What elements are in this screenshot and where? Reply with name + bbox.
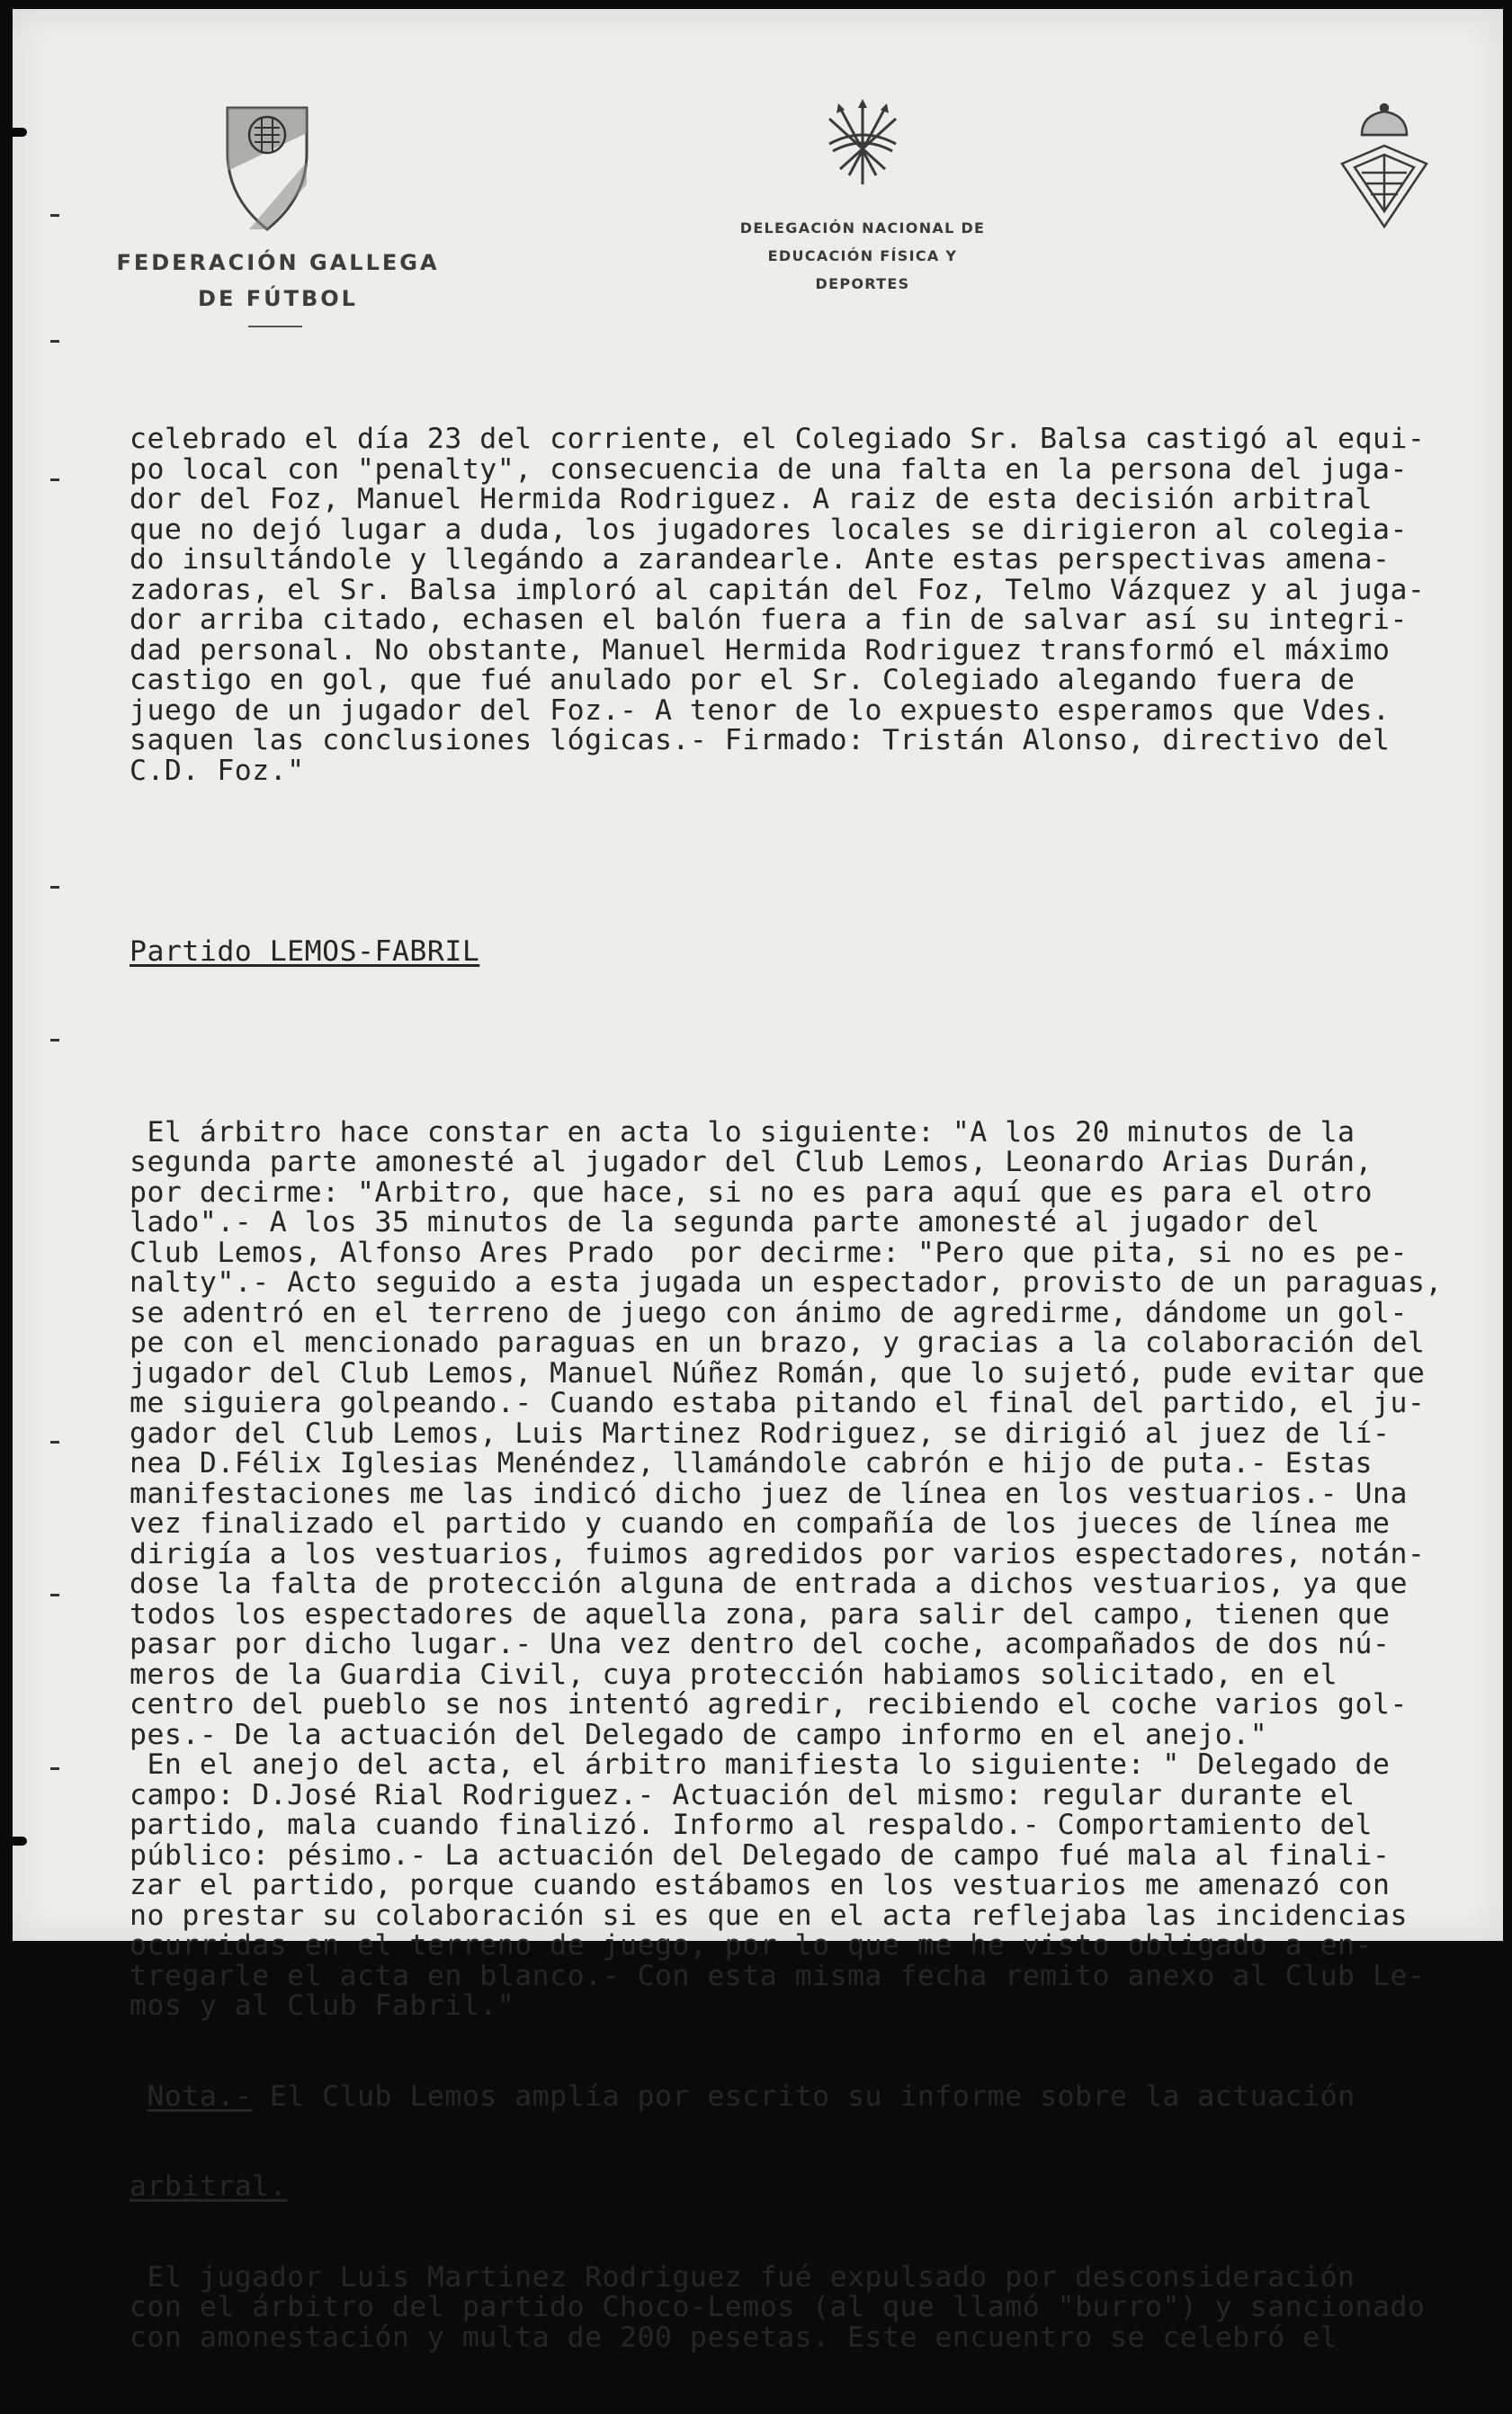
yoke-arrows-icon bbox=[822, 99, 903, 189]
nota-line-2 bbox=[130, 2172, 1506, 2203]
text-line: Club Lemos, Alfonso Ares Prado por decirme: "Pero que pita, si no es pe- bbox=[130, 1236, 1408, 1269]
text-line: vez finalizado el partido y cuando en compañía de los jueces de línea me bbox=[130, 1507, 1391, 1540]
section-heading-text: Partido LEMOS-FABRIL bbox=[130, 934, 480, 968]
text-line: campo: D.José Rial Rodriguez.- Actuación del mismo: regular durante el bbox=[130, 1778, 1355, 1811]
text-line: ocurridas en el terreno de juego, por lo que me he visto obligado a en- bbox=[130, 1929, 1373, 1962]
punch-hole bbox=[7, 1837, 27, 1846]
federation-shield-icon bbox=[222, 99, 312, 234]
margin-mark bbox=[50, 1594, 59, 1596]
text-line: mos y al Club Fabril." bbox=[130, 1989, 515, 2022]
text-line: zadoras, el Sr. Balsa imploró al capitán del Foz, Telmo Vázquez y al juga- bbox=[130, 573, 1426, 606]
text-line: todos los espectadores de aquella zona, para salir del campo, tienen que bbox=[130, 1597, 1391, 1631]
delegation-name-line2: EDUCACIÓN FÍSICA Y DEPORTES bbox=[767, 247, 958, 292]
text-line: no prestar su colaboración si es que en el acta reflejaba las incidencias bbox=[130, 1899, 1408, 1932]
text-line: segunda parte amonesté al jugador del Club Lemos, Leonardo Arias Durán, bbox=[130, 1146, 1373, 1178]
paragraph-foz-report bbox=[130, 425, 1506, 786]
typewritten-body bbox=[130, 364, 1506, 2413]
paragraph-expulsion bbox=[130, 2260, 1506, 2354]
nota-text-2: arbitral. bbox=[130, 2170, 288, 2203]
nota-line bbox=[130, 2079, 1506, 2113]
text-line: lado".- A los 35 minutos de la segunda parte amonesté al jugador del bbox=[130, 1206, 1320, 1238]
text-line: se adentró en el terreno de juego con ánimo de agredirme, dándome un gol- bbox=[130, 1296, 1408, 1329]
text-line: dor del Foz, Manuel Hermida Rodriguez. A raiz de esta decisión arbitral bbox=[130, 483, 1373, 515]
text-line: do insultándole y llegándo a zarandearle. Ante estas perspectivas amena- bbox=[130, 543, 1391, 576]
text-line: El jugador Luis Martinez Rodriguez fué expulsado por desconsideración bbox=[130, 2260, 1355, 2293]
margin-mark bbox=[50, 886, 59, 889]
text-line: con el árbitro del partido Choco-Lemos (al que llamó "burro") y sancionado bbox=[130, 2291, 1426, 2323]
paragraph-lemos-fabril-report bbox=[130, 1115, 1506, 2022]
delegation-name bbox=[723, 214, 1002, 298]
text-line: castigo en gol, que fué anulado por el Sr. Colegiado alegando fuera de bbox=[130, 664, 1355, 696]
text-line: pe con el mencionado paraguas en un brazo, y gracias a la colaboración del bbox=[130, 1327, 1426, 1359]
text-line: zar el partido, porque cuando estábamos en los vestuarios me amenazó con bbox=[130, 1869, 1391, 1901]
margin-mark bbox=[50, 214, 59, 217]
federation-name-line2: DE FÚTBOL bbox=[198, 286, 358, 311]
text-line: tregarle el acta en blanco.- Con esta misma fecha remito anexo al Club Le- bbox=[130, 1959, 1426, 1992]
text-line: En el anejo del acta, el árbitro manifiesta lo siguiente: " Delegado de bbox=[130, 1748, 1391, 1781]
text-line: C.D. Foz." bbox=[130, 754, 305, 787]
punch-hole bbox=[7, 128, 27, 137]
margin-mark bbox=[50, 340, 59, 343]
text-line: por decirme: "Arbitro, que hace, si no es para aquí que es para el otro bbox=[130, 1176, 1373, 1209]
margin-mark bbox=[50, 1039, 59, 1042]
section-heading bbox=[130, 934, 1506, 968]
federation-name-line1: FEDERACIÓN GALLEGA bbox=[116, 250, 440, 275]
text-line: nalty".- Acto seguido a esta jugada un espectador, provisto de un paraguas, bbox=[130, 1266, 1443, 1299]
text-line: nea D.Félix Iglesias Menéndez, llamándole cabrón e hijo de puta.- Estas bbox=[130, 1447, 1373, 1480]
text-line: dose la falta de protección alguna de entrada a dichos vestuarios, ya que bbox=[130, 1568, 1408, 1600]
text-line: manifestaciones me las indicó dicho juez de línea en los vestuarios.- Una bbox=[130, 1477, 1408, 1510]
federation-name bbox=[112, 245, 444, 317]
margin-mark bbox=[50, 1441, 59, 1444]
document-page bbox=[13, 9, 1503, 2354]
royal-federation-crest-icon bbox=[1335, 99, 1434, 234]
text-line: partido, mala cuando finalizó. Informo al respaldo.- Comportamiento del bbox=[130, 1809, 1373, 1841]
margin-mark bbox=[50, 1767, 59, 1770]
text-line: público: pésimo.- La actuación del Delegado de campo fué mala al finali- bbox=[130, 1838, 1391, 1872]
text-line: juego de un jugador del Foz.- A tenor de lo expuesto esperamos que Vdes. bbox=[130, 693, 1391, 727]
nota-text: El Club Lemos amplía por escrito su informe sobre la actuación bbox=[252, 2079, 1355, 2113]
text-line: po local con "penalty", consecuencia de una falta en la persona del juga- bbox=[130, 452, 1408, 486]
text-line: pes.- De la actuación del Delegado de campo informo en el anejo." bbox=[130, 1718, 1268, 1751]
text-line: me siguiera golpeando.- Cuando estaba pitando el final del partido, el ju- bbox=[130, 1387, 1426, 1419]
text-line: dor arriba citado, echasen el balón fuera a fin de salvar así su integri- bbox=[130, 604, 1408, 636]
text-line: jugador del Club Lemos, Manuel Núñez Román, que lo sujetó, pude evitar que bbox=[130, 1356, 1426, 1390]
text-line: El árbitro hace constar en acta lo siguiente: "A los 20 minutos de la bbox=[130, 1115, 1355, 1149]
text-line: con amonestación y multa de 200 pesetas. Este encuentro se celebró el bbox=[130, 2320, 1338, 2354]
text-line: centro del pueblo se nos intentó agredir, recibiendo el coche varios gol- bbox=[130, 1688, 1408, 1721]
margin-mark bbox=[50, 478, 59, 481]
text-line: saquen las conclusiones lógicas.- Firmado: Tristán Alonso, directivo del bbox=[130, 724, 1391, 756]
text-line: dirigía a los vestuarios, fuimos agredidos por varios espectadores, notán- bbox=[130, 1537, 1426, 1570]
text-line: celebrado el día 23 del corriente, el Colegiado Sr. Balsa castigó al equi- bbox=[130, 423, 1426, 455]
divider bbox=[248, 326, 302, 327]
text-line: gador del Club Lemos, Luis Martinez Rodriguez, se dirigió al juez de lí- bbox=[130, 1417, 1391, 1450]
delegation-name-line1: DELEGACIÓN NACIONAL DE bbox=[739, 219, 986, 237]
text-line: dad personal. No obstante, Manuel Hermida Rodriguez transformó el máximo bbox=[130, 633, 1391, 666]
text-line: que no dejó lugar a duda, los jugadores locales se dirigieron al colegia- bbox=[130, 513, 1408, 546]
text-line: meros de la Guardia Civil, cuya protección habiamos solicitado, en el bbox=[130, 1658, 1338, 1691]
nota-label: Nota.- bbox=[147, 2079, 253, 2113]
text-line: pasar por dicho lugar.- Una vez dentro del coche, acompañados de dos nú- bbox=[130, 1628, 1391, 1660]
